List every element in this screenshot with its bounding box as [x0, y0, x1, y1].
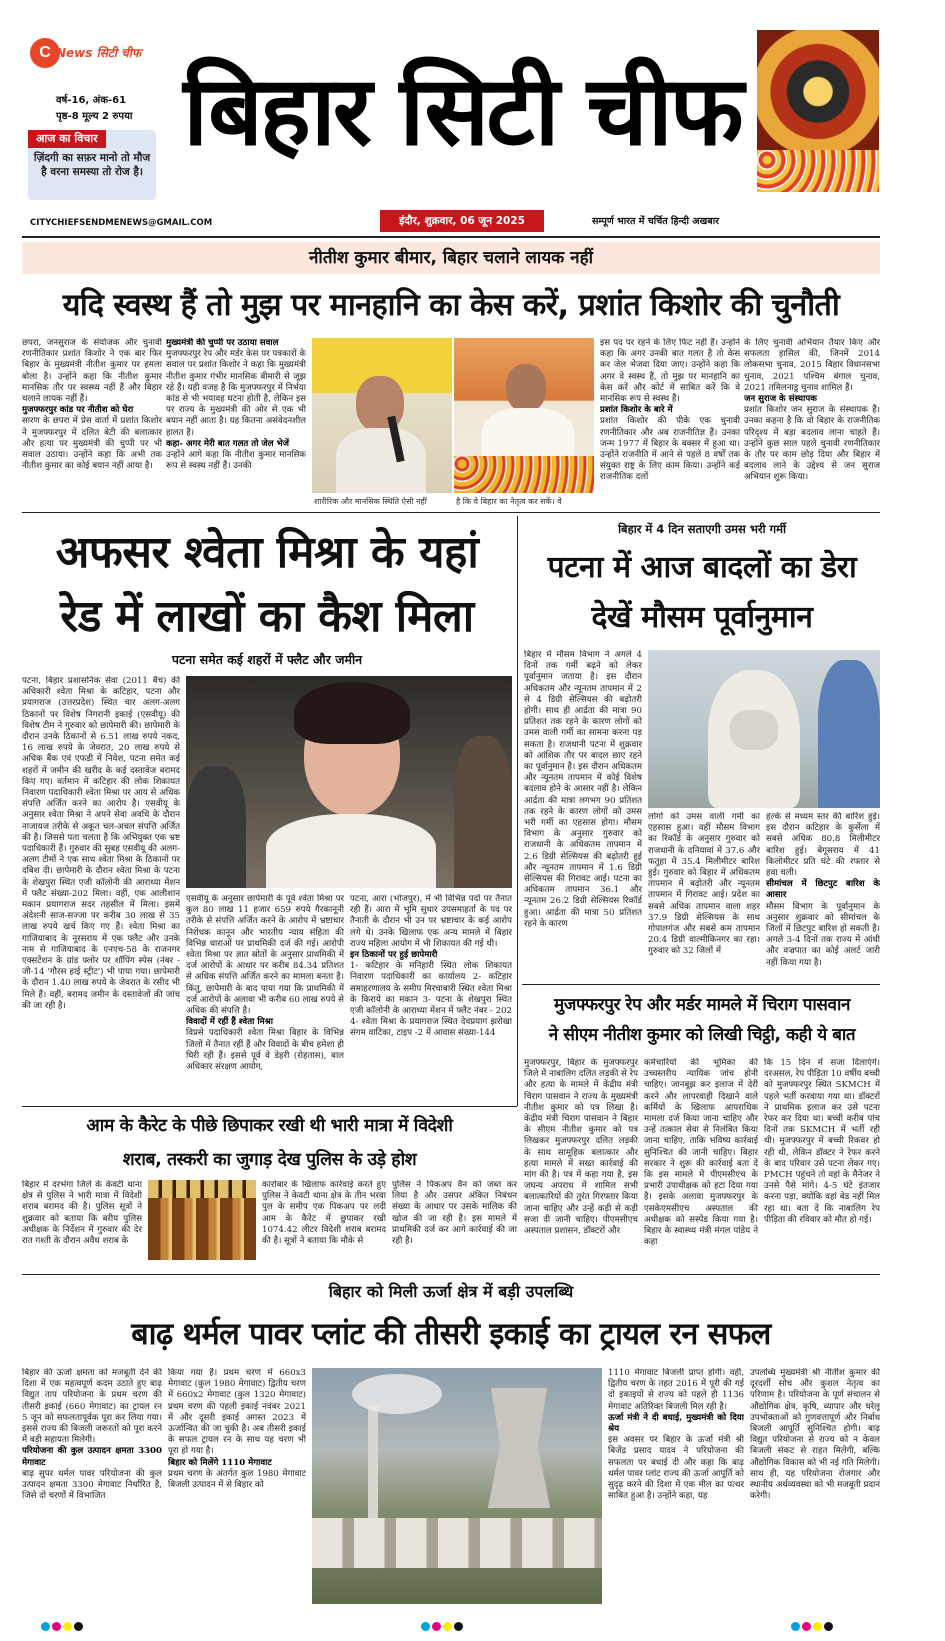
story2-col3: पटना, आरा (भोजपुर), में भी विभिन्न पदों पर तैनात रही हैं। आरा में भूमि सुधार उपसमाहर्ता के पद पर तैनाती के दौरान भी उन पर भ्रष्टाचार के कई आरोप लगे थे। उनके खिलाफ एक अन्य मामले में बिहार राज्य महिला आयोग में भी शिकायत की गई थी। इन ठिकानों पर हुई छापेमारी 1- कटिहार के मनिहारी स्थित लोक शिकायत निवारण पदाधिकारी का कार्यालय 2- कटिहार समाहरणालय के समीप मिरचाबारी स्थित श्वेता मिश्रा के किराये का मकान 3- पटना के शेखपुरा स्थित एजी कॉलोनी के आराध्या मेंशन में फ्लैट नंबर - 202 4- श्वेता मिश्रा के प्रयागराज स्थित देवप्रयाग झरोखा संगम वाटिका, टाइप -2 में आवास संख्या-144: [350, 894, 512, 1039]
section-rule: [522, 984, 880, 985]
story1-col1-subhead: मुजफ्फरपुर कांड पर नीतीश को घेरा: [22, 405, 134, 416]
person-left: [186, 766, 246, 888]
story2-col1: पटना, बिहार प्रशासनिक सेवा (2011 बैच) की अधिकारी श्वेता मिश्रा के कटिहार, पटना और प्रयागराज (उत्तरप्रदेश) स्थित चार अलग-अलग ठिकानों पर विशेष निगरानी इकाई (एसवीयू) की विशेष टीम ने गुरुवार को छापेमारी की। छापेमारी के दौरान उनके ठिकानों से 6.51 लाख रुपये नकद, 16 लाख रुपये के जेवरात, 20 लाख रुपये से अधिक बैंक एवं एफडी में निवेश, पटना समेत कई शहरों में जमीन की खरीद के कई दस्तावेज बरामद किए गए। वर्तमान में कटिहार की लोक शिकायत निवारण पदाधिकारी श्वेता मिश्रा पर आय से अधिक संपत्ति अर्जित करने का आरोप है। एसवीयू के अनुसार श्वेता मिश्रा ने अपने सेवा अवधि के दौरान नाजायज तरीके से अकूत चल-अचल संपत्ति अर्जित की है। जिससे पता चलता है कि अभियुक्त एक भ्रष्ट पदाधिकारी हैं। गुरुवार की सुबह एसवीयू की अलग-अलग टीमों ने एक साथ श्वेता मिश्रा के ठिकानों पर दबिश दी। छापेमारी के दौरान श्वेता मिश्रा के पटना के शेखपुरा स्थित एजी कॉलोनी की आराध्या मेंशन में फ्लैट संख्या-202 मिला। वहीं, एक आलीशान मकान प्रयागराज सदर तहसील में मिला। इसमें अंदेशनी साज-सज्जा पर करीब 30 लाख से 35 लाख रुपये खर्च किए गए हैं। श्वेता मिश्रा का गाजियाबाद के नूरसराय में एक फ्लैट और उनके नाम से गाजियाबाद के एनएच-58 के राजनगर एक्सटेंशन के ग्रांड फ्लोर पर शॉपिंग स्पेस (नंबर - जी-14 'गौरस हाई स्ट्रीट') भी पाया गया। छापेमारी के दौरान 1.40 लाख रुपये के जेवरात के रसीद भी मिले हैं। वहीं, बरामद जमीन के दस्तावेजों की जांच की जा रही है।: [22, 676, 180, 1011]
smoke: [352, 1374, 442, 1414]
registration-dot: [421, 1622, 430, 1631]
section-rule: [22, 512, 880, 513]
story4-headline-line1: मुजफ्फरपुर रेप और मर्डर मामले में चिराग पासवान: [553, 995, 851, 1015]
story1-col3-subhead: प्रशांत किशोर के बारे में: [600, 405, 673, 416]
story1-col2-subhead: मुख्यमंत्री की चुप्पी पर उठाया सवाल: [166, 338, 279, 348]
registration-dot: [74, 1622, 83, 1631]
person-right: [454, 736, 512, 888]
story2-col3-subhead: इन ठिकानों पर हुई छापेमारी: [350, 950, 438, 961]
story6-col1: बिहार की ऊर्जा क्षमता को मजबूती देने की दिशा में एक महत्वपूर्ण कदम उठाते हुए बाढ़ विद्युत ताप परियोजना के प्रथम चरण की तीसरी इकाई (660 मेगावाट) का ट्रायल रन 5 जून को सफलतापूर्वक पूरा कर लिया गया। इससे राज्य की बिजली जरूरतों को पूरा करने में बड़ी सहायता मिलेगी। परियोजना की कुल उत्पादन क्षमता 3300 मेगावाट बाढ़ सुपर थर्मल पावर परियोजना की कुल उत्पादन क्षमता 3300 मेगावाट निर्धारित है, जिसे दो चरणों में विभाजित: [22, 1368, 162, 1502]
registration-dot: [813, 1622, 822, 1631]
story1-headline: यदि स्वस्थ हैं तो मुझ पर मानहानि का केस करें, प्रशांत किशोर की चुनौती: [62, 288, 840, 323]
registration-marks-left: [40, 1616, 180, 1628]
thought-text: ज़िंदगी का सफ़र मानो तो मौज है वरना समस्या तो रोज है।: [33, 152, 151, 178]
registration-dot: [824, 1622, 833, 1631]
story2-headline-line2: रेड में लाखों का कैश मिला: [60, 591, 474, 642]
story2-col2: एसवीयू के अनुसार छापेमारी के पूर्व श्वेता मिश्रा पर कुल 80 लाख 11 हजार 659 रुपये गैरकानूनी तरीके से संपत्ति अर्जित करने के आरोप में भ्रष्टाचार निरोधक कानून और भारतीय न्याय संहिता की विभिन्न धाराओं पर प्राथमिकी दर्ज की गई। आरोपी श्वेता मिश्रा पर ज्ञात स्रोतों के अनुसार प्राथमिकी में दर्ज आरोपों के आधार पर करीब 84.34 प्रतिशत से अधिक संपत्ति अर्जित करने का मामला बनता है। किंतु, छापेमारी के बाद पाया गया कि प्राथमिकी में दर्ज आरोपों के अलावा भी करीब 60 लाख रुपये से अधिक की संपत्ति है। विवादों में रहीं हैं श्वेता मिश्रा विप्रसे पदाधिकारी श्वेता मिश्रा बिहार के विभिन्न जिलों में तैनात रहीं हैं और विवादों के बीच हमेशा ही घिरी रही हैं। इससे पूर्व वे डेहरी (रोहतास), बाल अधिकार संरक्षण आयोग,: [186, 894, 344, 1073]
story3-kicker: बिहार में 4 दिन सताएगी उमस भरी गर्मी: [618, 522, 786, 536]
story1-col2-subhead2: कहा- अगर मेरी बात गलत तो जेल भेजें: [166, 438, 290, 449]
registration-marks-right: [790, 1616, 910, 1628]
story4-headline-line2: ने सीएम नीतीश कुमार को लिखी चिट्ठी, कही ये बात: [548, 1025, 856, 1045]
story3-col1: बिहार में मौसम विभाग ने अगले 4 दिनों तक गर्मी बढ़ने को लेकर पूर्वानुमान जताया है। इस दौरान अधिकतम और न्यूनतम तापमान में 2 से 4 डिग्री सेल्सियस की बढ़ोतरी होगी। साथ ही आर्द्रता की मात्रा 90 प्रतिशत तक रहने के कारण लोगों को उमस वाली गर्मी का सामना करना पड़ सकता है। राजधानी पटना में शुक्रवार को आंशिक तौर पर बादल छाए रहने का पूर्वानुमान है। इस दौरान अधिकतम और न्यूनतम तापमान में कोई विशेष बदलाव होने के आसार नहीं है। लेकिन आर्द्रता की मात्रा लगभग 90 प्रतिशत तक रहने के कारण लोगों को उमस भरी गर्मी का एहसास होगा। मौसम विभाग के अनुसार गुरुवार को राजधानी के अधिकतम तापमान में 2.6 डिग्री सेल्सियस की बढ़ोतरी हुई और न्यूनतम तापमान में 1.6 डिग्री सेल्सियस की गिरावट आई। पटना का अधिकतम तापमान 36.1 और न्यूनतम 26.2 डिग्री सेल्सियस रिकॉर्ड हुआ। आर्द्रता की मात्रा 50 प्रतिशत रहने के कारण: [524, 650, 642, 929]
section-rule: [22, 1274, 880, 1275]
story4-col3: कि 15 दिन में सजा दिलाएंगे। दरअसल, रेप पीड़िता 10 वर्षीय बच्ची को मुजफ्फरपुर स्थित SKMCH में पहले भर्ती करवाया गया था। डॉक्टरों ने प्राथमिक इलाज कर उसे पटना रेफर कर दिया था। बच्ची करीब पांच दिनों तक SKMCH में भर्ती रही थी। मुजफ्फरपुर में बच्ची रिकवर हो रही थी, लेकिन डॉक्टर ने रेफर करने के बाद परिवार उसे पटना लेकर गए। PMCH पहुंचने तो वहां के मैनेजर ने उनसे पैसे मांगे। 4-5 घंटे इंतजार करना पड़ा, क्योंकि वहां बेड नहीं मिल रहा था। बता दें कि नाबालिग रेप पीड़िता की रविवार को मौत हो गई।: [764, 1058, 880, 1225]
story5-col3: पुलिस ने पिकअप वैन को जब्त कर लिया है और उसपर अंकित निबंधन संख्या के आधार पर उसके मालिक की खोज की जा रही है। इस मामले में प्राथमिकी दर्ज कर आगे कार्रवाई की जा रही है।: [392, 1180, 517, 1247]
registration-dot: [791, 1622, 800, 1631]
story1-col4-subhead: जन सुराज के संस्थापक: [744, 394, 817, 405]
story1-caption-left: शारीरिक और मानसिक स्थिति ऐसी नहीं: [314, 497, 427, 506]
story2-subhead: पटना समेत कई शहरों में फ्लैट और जमीन: [171, 652, 363, 667]
story6-col2: किया गया है। प्रथम चरण में 660x3 मेगावाट (कुल 1980 मेगावाट) द्वितीय चरण में 660x2 मेगावाट (कुल 1320 मेगावाट) प्रथम चरण की पहली इकाई नवंबर 2021 में और दूसरी इकाई अगस्त 2023 में ऊर्जान्वित की जा चुकी है। अब तीसरी इकाई के सफल ट्रायल रन के साथ यह चरण भी पूरा हो गया है। बिहार को मिलेंगे 1110 मेगावाट प्रथम चरण के अंतर्गत कुल 1980 मेगावाट बिजली उत्पादन में से बिहार को: [168, 1368, 306, 1491]
woman-hair: [294, 682, 410, 744]
logo-text: News सिटी चीफ: [56, 46, 142, 60]
logo-circle-icon: C: [30, 38, 60, 68]
woman-face-cover: [730, 710, 778, 750]
story6-col4: उपलब्धि मुख्यमंत्री श्री नीतीश कुमार की दूरदर्शी सोच और कुशल नेतृत्व का परिणाम है। परियोजना के पूर्ण संचालन से औद्योगिक क्षेत्र, कृषि, व्यापार और घरेलू उपभोक्ताओं को गुणवत्तापूर्ण और निर्बाध बिजली आपूर्ति सुनिश्चित होगी। बाढ़ विद्युत परियोजना से राज्य को न केवल बिजली संकट से राहत मिलेगी, बल्कि औद्योगिक विकास को भी नई गति मिलेगी। साथ ही, यह परियोजना रोजगार और स्थानीय अर्थव्यवस्था को भी मजबूती प्रदान करेगी।: [750, 1368, 880, 1502]
story5-headline-line2: शराब, तस्करी का जुगाड़ देख पुलिस के उड़े होश: [122, 1150, 417, 1170]
logo: [30, 38, 148, 68]
registration-dot: [443, 1622, 452, 1631]
story4-col1: मुजफ्फरपुर, बिहार के मुजफ्फरपुर जिले में नाबालिग दलित लड़की से रेप और हत्या के मामले में केंद्रीय मंत्री चिराग पासवान ने राज्य के मुख्यमंत्री नीतीश कुमार को पत्र लिखा है। केंद्रीय मंत्री चिराग पासवान ने बिहार के सीएम नीतीश कुमार को पत्र लिखकर मुजफ्फरपुर दलित लड़की के साथ सामूहिक बलात्कार और हत्या मामले में सख्त कार्रवाई की मांग की है। पत्र में कहा गया है, इस जघन्य अपराध में शामिल सभी बलात्कारियों की तुरंत गिरफ्तार किया जाना चाहिए और उन्हें कड़ी से कड़ी सजा दी जानी चाहिए। पीएमसीएच अस्पताल प्रशासन, डॉक्टरों और: [524, 1058, 638, 1237]
registration-dot: [63, 1622, 72, 1631]
heatwave-photo: [648, 650, 880, 808]
story2-headline-line1: अफसर श्वेता मिश्रा के यहां: [55, 527, 479, 578]
price-info: पृष्ठ-8 मूल्य 2 रुपया: [56, 111, 133, 122]
story4-col2: कर्मचारियों की भूमिका की उच्चस्तरीय न्यायिक जांच होनी चाहिए। जानबूझ कर इलाज में देरी करने और लापरवाही दिखाने वाले कर्मियों के खिलाफ आपराधिक मामला दर्ज किया जाना चाहिए और उन्हें तत्काल सेवा से निलंबित किया जाना चाहिए, ताकि भविष्य कार्रवाई सुनिश्चित की जानी चाहिए। बिहार सरकार ने शुरू की कार्रवाई बता दें कि इस मामले में पीएमसीएच के प्रभारी उपाधीक्षक को हटा दिया गया है। इसके अलावा मुजफ्फरपुर के एसकेएमसीएच अस्पताल की अधीक्षक को सस्पेंड किया गया है। बिहार के स्वास्थ्य मंत्री मंगल पांडेय ने कहा: [644, 1058, 758, 1248]
story3-headline-line2: देखें मौसम पूर्वानुमान: [591, 600, 813, 635]
story3-col3: हल्के से मध्यम स्तर की बारिश हुई। इस दौरान कटिहार के कुर्सेला में सबसे अधिक 80.8 मिलीमीटर बारिश हुई। बेगूसराय में 41 किलोमीटर प्रति घंटे की रफ्तार से हवा चली। सीमांचल में छिटपुट बारिश के आसार मौसम विभाग के पूर्वानुमान के अनुसार शुक्रवार को सीमांचल के जिलों में छिटपुट बारिश हो सकती है। अगले 3-4 दिनों तक राज्य में आंधी और वज्रपात का कोई अलर्ट जारी नहीं किया गया है।: [766, 812, 880, 968]
tagline: सम्पूर्ण भारत में चर्चित हिन्दी अखबार: [592, 216, 720, 227]
registration-dot: [52, 1622, 61, 1631]
thought-box: [28, 130, 156, 200]
masthead-deity-image: [757, 30, 879, 192]
story1-col1: छपरा, जनसुराज के संयोजक और चुनावी रणनीतिकार प्रशांत किशोर ने एक बार फिर बिहार के मुख्यमंत्री नीतीश कुमार पर हमला बोला है। उन्होंने कहा कि नीतीश कुमार मानसिक तौर पर स्वस्थ्य नहीं हैं और बिहार चलाने लायक नहीं हैं। मुजफ्फरपुर कांड पर नीतीश को घेरा सारण के छपरा में प्रेस वार्ता में प्रशांत किशोर ने मुजफ्फरपुर में दलित बेटी की बलात्कार और हत्या पर मुख्यमंत्री की चुप्पी पर भी सवाल उठाया। उन्होंने कहा कि अभी तक नीतीश कुमार का कोई बयान नहीं आया है।: [22, 338, 162, 472]
story3-headline-line1: पटना में आज बादलों का डेरा: [547, 550, 857, 585]
speaker-body: [336, 428, 426, 493]
story1-caption-right: है कि वे बिहार का नेतृत्व कर सकें। वे: [456, 497, 562, 506]
registration-dot: [802, 1622, 811, 1631]
second-woman: [818, 660, 880, 808]
speaker-head: [506, 364, 546, 412]
story3-col3-subhead: सीमांचल में छिटपुट बारिश के आसार: [766, 879, 880, 901]
story5-col2: कारोबार के खिलाफ कार्रवाई करते हुए पुलिस ने केवटी थाना क्षेत्र के तीन भरवा पुल के समीप एक पिकअप पर लदी आम के कैरेट में छुपाकर रखी 1074.42 लीटर विदेशी शराब बरामद की है। सूत्रों ने बताया कि मौके से: [262, 1180, 386, 1247]
volume-info: वर्ष-16, अंक-61: [56, 95, 127, 106]
masthead: [0, 0, 945, 240]
dateline: इंदौर, शुक्रवार, 06 जून 2025: [380, 210, 544, 232]
story6-headline: बाढ़ थर्मल पावर प्लांट की तीसरी इकाई का ट्रायल रन सफल: [131, 1317, 771, 1352]
registration-dot: [432, 1622, 441, 1631]
story2-col2-subhead: विवादों में रहीं हैं श्वेता मिश्रा: [186, 1017, 273, 1028]
story1-kicker: नीतीश कुमार बीमार, बिहार चलाने लायक नहीं: [308, 248, 594, 268]
registration-marks-center: [420, 1616, 540, 1628]
newspaper-title: बिहार सिटी चीफ: [183, 55, 741, 167]
story5-col1: बिहार में दरभंगा जिले के केवटी थाना क्षेत्र से पुलिस ने भारी मात्रा में विदेशी शराब बरामद की है। पुलिस सूत्रों ने शुक्रवार को बताया कि बरीय पुलिस अधीक्षक के निर्देशन में गुरुवार की देर रात गश्ती के दौरान अवैध शराब के: [22, 1180, 142, 1247]
plant-buildings: [312, 1518, 602, 1568]
story6-col3: 1110 मेगावाट बिजली प्राप्त होगी। वहीं, द्वितीय चरण के तहत 2016 में पूरी की गई दो इकाइयों से राज्य को पहले ही 1136 मेगावाट अतिरिक्त बिजली मिल रही है। ऊर्जा मंत्री ने दी बधाई, मुख्यमंत्री को दिया श्रेय इस अवसर पर बिहार के ऊर्जा मंत्री श्री बिजेंद्र प्रसाद यादव ने परियोजना की सफलता पर बधाई दी और कहा कि बाढ़ थर्मल पावर प्लांट राज्य की ऊर्जा आपूर्ति को सुदृढ़ करने की दिशा में एक मील का पत्थर साबित हुआ है। उन्होंने कहा, यह: [608, 1368, 744, 1502]
registration-dot: [454, 1622, 463, 1631]
cooling-tower: [480, 1388, 558, 1508]
flowers-decoration: [757, 150, 879, 192]
story1-col3: इस पद पर रहने के लिए फिट नहीं हैं। उन्होंने कहा कि अगर उनकी बात गलत है तो केस कर जेल भेजवा दिया जाए। उन्होंने कहा कि अगर वे स्वस्थ हैं, तो मुझ पर मानहानि का केस करें और कोर्ट में साबित करें कि वे मानसिक रूप से स्वस्थ हैं। प्रशांत किशोर के बारे में प्रशांत किशोर की पीके एक चुनावी रणनीतिकार और अब राजनीतिज्ञ हैं। उनका जन्म 1977 में बिहार के बक्सर में हुआ था। उन्होंने राजनीति में आने से पहले 8 वर्षों तक संयुक्त राष्ट्र के लिए काम किया। उन्होंने कई राजनीतिक दलों: [600, 338, 740, 483]
prashant-kishor-photo: [312, 338, 452, 493]
bottle-caps: [148, 1180, 256, 1198]
story3-col2: लोगों को उमस वाली गर्मी का एहसास हुआ। वहीं मौसम विभाग का रिकॉर्ड के अनुसार गुरुवार को राजधानी के दनियावां में 37.6 और फतुहा में 35.4 मिलीमीटर बारिश हुई। गुरुवार को बिहार में अधिकतम तापमान में बढ़ोतरी और न्यूनतम तापमान में गिरावट आई। प्रदेश का सबसे अधिक तापमान वाला शहर 37.9 डिग्री सेल्सियस के साथ गोपालगंज और सबसे कम तापमान 20.4 डिग्री वाल्मीकिनगर का रहा। गुरुवार को 32 जिलों में: [648, 812, 760, 957]
story6-col2-subhead: बिहार को मिलेंगे 1110 मेगावाट: [168, 1457, 272, 1468]
story1-col4: के लिए चुनावी अभियान तैयार किए और सफलता हासिल की, जिनमें 2014 लोकसभा चुनाव, 2015 बिहार विधानसभा चुनाव, 2021 पश्चिम बंगाल चुनाव, 2021 तमिलनाडु चुनाव शामिल हैं। जन सुराज के संस्थापक प्रशांत किशोर जन सुराज के संस्थापक हैं। उनका कहना है कि वो बिहार के राजनीतिक परिदृश्य में बड़ा बदलाव लाना चाहते हैं। उन्होंने कुछ साल पहले चुनावी रणनीतिकार के तौर पर काम छोड़ दिया और बिहार में बदलाव लाने के उद्देश्य से जन सुराज अभियान शुरू किया।: [744, 338, 880, 483]
story6-col3-subhead: ऊर्जा मंत्री ने दी बधाई, मुख्यमंत्री को दिया श्रेय: [608, 1412, 744, 1435]
flowers-decoration: [454, 456, 594, 493]
story6-kicker: बिहार को मिली ऊर्जा क्षेत्र में बड़ी उपलब्धि: [328, 1282, 574, 1301]
liquor-bottles-photo: [148, 1180, 256, 1260]
column-divider: [517, 516, 518, 1106]
woman-body: [266, 814, 436, 888]
story1-col2: मुख्यमंत्री की चुप्पी पर उठाया सवाल मुजफ्फरपुर रेप और मर्डर केस पर पत्रकारों के सवाल पर प्रशांत किशोर ने कहा कि मुख्यमंत्री नीतीश कुमार गंभीर मानसिक बीमारी से जूझ रहे हैं। यही वजह है कि मुजफ्फरपुर में निर्भया कांड से भी भयावह घटना होती है, लेकिन इस पर राज्य के मुख्यमंत्री की ओर से एक भी बयान नहीं आता है। यह कितना असंवेदनशील हालत है। कहा- अगर मेरी बात गलत तो जेल भेजें उन्होंने आगे कहा कि नीतीश कुमार मानसिक रूप से स्वस्थ नहीं हैं। उनकी: [166, 338, 306, 472]
thought-label: आज का विचार: [28, 130, 106, 148]
email: CITYCHIEFSENDMENEWS@GMAIL.COM: [30, 218, 213, 228]
nitish-kumar-photo: [454, 338, 594, 493]
story6-col1-subhead: परियोजना की कुल उत्पादन क्षमता 3300 मेगावाट: [22, 1446, 162, 1468]
section-rule: [22, 1106, 517, 1107]
masthead-rule: [22, 236, 880, 238]
shweta-mishra-photo: [186, 676, 512, 888]
story5-headline-line1: आम के कैरेट के पीछे छिपाकर रखी थी भारी मात्रा में विदेशी: [86, 1116, 453, 1136]
power-plant-photo: [312, 1368, 602, 1604]
registration-dot: [41, 1622, 50, 1631]
